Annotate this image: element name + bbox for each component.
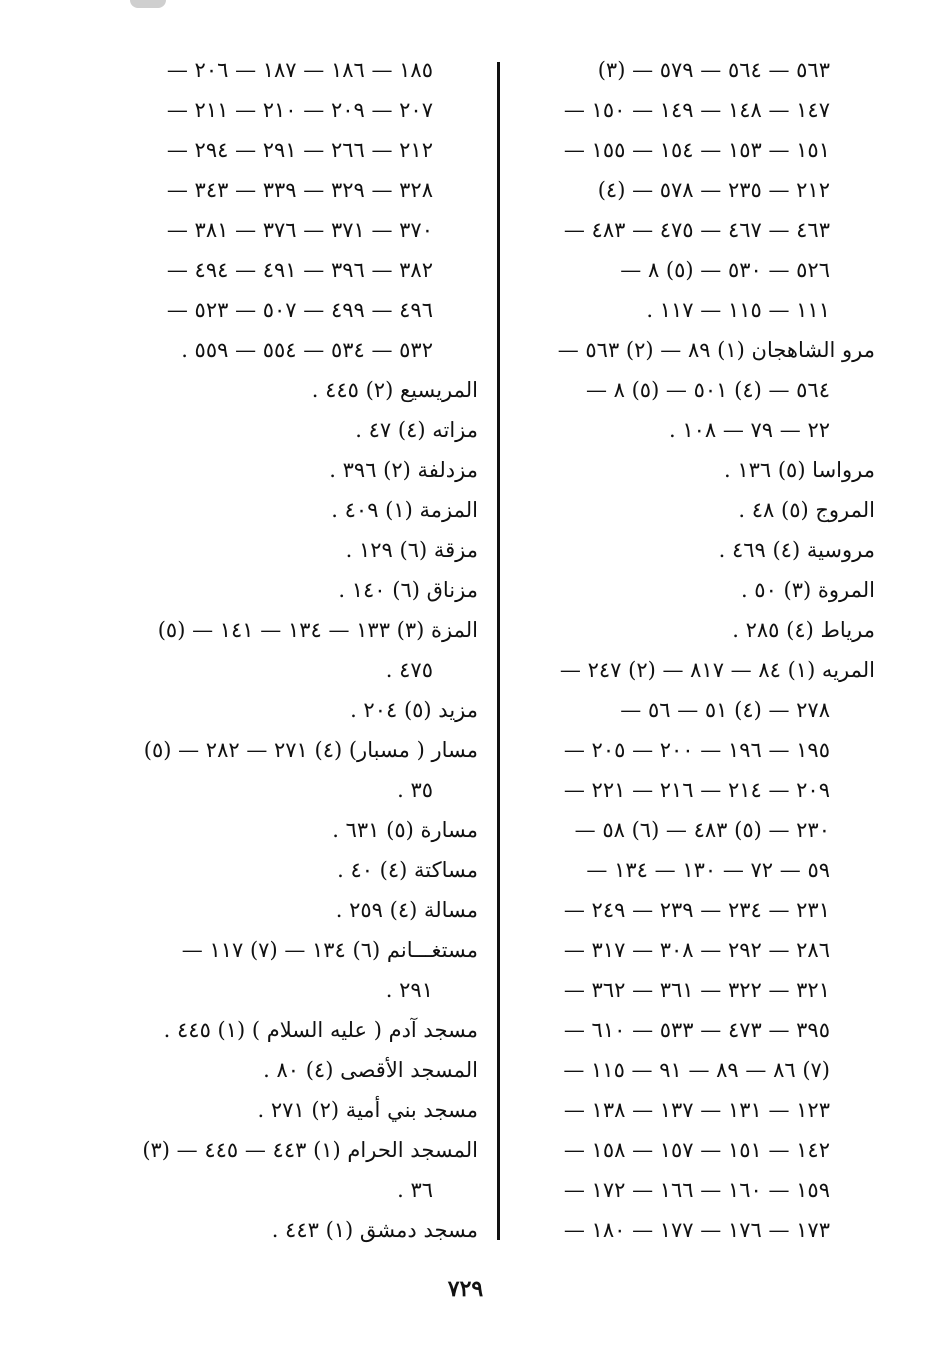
index-entry-line: ٣٢٨ — ٣٢٩ — ٣٣٩ — ٣٤٣ — <box>166 178 433 202</box>
index-entry-line: ٣٦ . <box>397 1178 433 1202</box>
index-entry-line: ٥٦٤ — (٤) ٥٠١ — (٥) ٨ — <box>585 378 830 402</box>
index-entry-line: مسجد دمشق (١) ٤٤٣ . <box>271 1218 478 1242</box>
index-entry-line: ٥٦٣ — ٥٦٤ — ٥٧٩ — (٣) <box>597 58 830 82</box>
index-entry-line: مزناق (٦) ١٤٠ . <box>338 578 478 602</box>
index-entry-line: مسالة (٤) ٢٥٩ . <box>335 898 478 922</box>
index-column-right <box>525 50 875 1250</box>
index-entry-line: ٢٠٩ — ٢١٤ — ٢١٦ — ٢٢١ — <box>563 778 830 802</box>
index-entry-line: المزة (٣) ١٣٣ — ١٣٤ — ١٤١ — (٥) <box>157 618 478 642</box>
index-entry-line: ١١١ — ١١٥ — ١١٧ . <box>646 298 830 322</box>
index-entry-line: ٥٣٢ — ٥٣٤ — ٥٥٤ — ٥٥٩ . <box>181 338 433 362</box>
index-entry-line: المريسيع (٢) ٤٤٥ . <box>311 378 478 402</box>
index-entry-line: ٢٨٦ — ٢٩٢ — ٣٠٨ — ٣١٧ — <box>563 938 830 962</box>
index-entry-line: مزقة (٦) ١٢٩ . <box>345 538 478 562</box>
index-entry-line: مساكتة (٤) ٤٠ . <box>337 858 478 882</box>
index-entry-line: المريه (١) ٨٤ — ٨١٧ — (٢) ٢٤٧ — <box>559 658 875 682</box>
index-entry-line: ١٤٢ — ١٥١ — ١٥٧ — ١٥٨ — <box>563 1138 830 1162</box>
scan-smudge <box>130 0 166 8</box>
index-entry-line: مروسية (٤) ٤٦٩ . <box>718 538 875 562</box>
index-entry-line: ٢٠٧ — ٢٠٩ — ٢١٠ — ٢١١ — <box>166 98 433 122</box>
index-entry-line: ٤٦٣ — ٤٦٧ — ٤٧٥ — ٤٨٣ — <box>563 218 830 242</box>
index-entry-line: مرواسا (٥) ١٣٦ . <box>723 458 875 482</box>
index-entry-line: مسجد آدم ( عليه السلام ) (١) ٤٤٥ . <box>163 1018 478 1042</box>
index-entry-line: ٣٥ . <box>397 778 433 802</box>
index-entry-line: ١٩٥ — ١٩٦ — ٢٠٠ — ٢٠٥ — <box>563 738 830 762</box>
index-entry-line: ١٥١ — ١٥٣ — ١٥٤ — ١٥٥ — <box>563 138 830 162</box>
index-entry-line: ٢٩١ . <box>385 978 433 1002</box>
index-entry-line: مسار ( مسبار) (٤) ٢٧١ — ٢٨٢ — (٥) <box>143 738 478 762</box>
index-column-left <box>128 50 478 1250</box>
index-entry-line: ١٧٣ — ١٧٦ — ١٧٧ — ١٨٠ — <box>563 1218 830 1242</box>
index-entry-line: المزمة (١) ٤٠٩ . <box>331 498 478 522</box>
index-entry-line: مستغـــانم (٦) ١٣٤ — (٧) ١١٧ — <box>181 938 478 962</box>
index-entry-line: ٤٧٥ . <box>385 658 433 682</box>
page-number: ٧٢٩ <box>447 1276 484 1302</box>
index-entry-line: ٢٢ — ٧٩ — ١٠٨ . <box>668 418 830 442</box>
index-entry-line: ٢١٢ — ٢٦٦ — ٢٩١ — ٢٩٤ — <box>166 138 433 162</box>
index-entry-line: المروة (٣) ٥٠ . <box>740 578 875 602</box>
index-entry-line: مزدلفة (٢) ٣٩٦ . <box>329 458 478 482</box>
index-entry-line: مزيد (٥) ٢٠٤ . <box>350 698 478 722</box>
index-entry-line: ٢٧٨ — (٤) ٥١ — ٥٦ — <box>620 698 830 722</box>
column-divider <box>497 62 500 1240</box>
index-entry-line: مرو الشاهجان (١) ٨٩ — (٢) ٥٦٣ — <box>557 338 875 362</box>
index-entry-line: ١٤٧ — ١٤٨ — ١٤٩ — ١٥٠ — <box>563 98 830 122</box>
index-entry-line: ٢٣١ — ٢٣٤ — ٢٣٩ — ٢٤٩ — <box>563 898 830 922</box>
index-entry-line: مسارة (٥) ٦٣١ . <box>332 818 478 842</box>
index-entry-line: (٧) ٨٦ — ٨٩ — ٩١ — ١١٥ — <box>563 1058 830 1082</box>
index-entry-line: ٣٢١ — ٣٢٢ — ٣٦١ — ٣٦٢ — <box>563 978 830 1002</box>
index-entry-line: ٤٩٦ — ٤٩٩ — ٥٠٧ — ٥٢٣ — <box>166 298 433 322</box>
index-entry-line: ٥٢٦ — ٥٣٠ — (٥) ٨ — <box>620 258 830 282</box>
index-entry-line: ٣٩٥ — ٤٧٣ — ٥٣٣ — ٦١٠ — <box>563 1018 830 1042</box>
index-entry-line: ٥٩ — ٧٢ — ١٣٠ — ١٣٤ — <box>586 858 830 882</box>
index-entry-line: المسجد الحرام (١) ٤٤٣ — ٤٤٥ — (٣) <box>142 1138 478 1162</box>
index-entry-line: المروج (٥) ٤٨ . <box>738 498 875 522</box>
index-entry-line: ١٢٣ — ١٣١ — ١٣٧ — ١٣٨ — <box>563 1098 830 1122</box>
index-entry-line: ٢٣٠ — (٥) ٤٨٣ — (٦) ٥٨ — <box>574 818 830 842</box>
index-entry-line: ٢١٢ — ٢٣٥ — ٥٧٨ — (٤) <box>597 178 830 202</box>
index-entry-line: ٣٧٠ — ٣٧١ — ٣٧٦ — ٣٨١ — <box>166 218 433 242</box>
index-entry-line: ٣٨٢ — ٣٩٦ — ٤٩١ — ٤٩٤ — <box>166 258 433 282</box>
index-entry-line: مرياط (٤) ٢٨٥ . <box>732 618 875 642</box>
index-entry-line: المسجد الأقصى (٤) ٨٠ . <box>263 1058 478 1082</box>
index-entry-line: مزاته (٤) ٤٧ . <box>355 418 478 442</box>
index-entry-line: ١٨٥ — ١٨٦ — ١٨٧ — ٢٠٦ — <box>166 58 433 82</box>
index-entry-line: مسجد بني أمية (٢) ٢٧١ . <box>257 1098 478 1122</box>
index-entry-line: ١٥٩ — ١٦٠ — ١٦٦ — ١٧٢ — <box>563 1178 830 1202</box>
